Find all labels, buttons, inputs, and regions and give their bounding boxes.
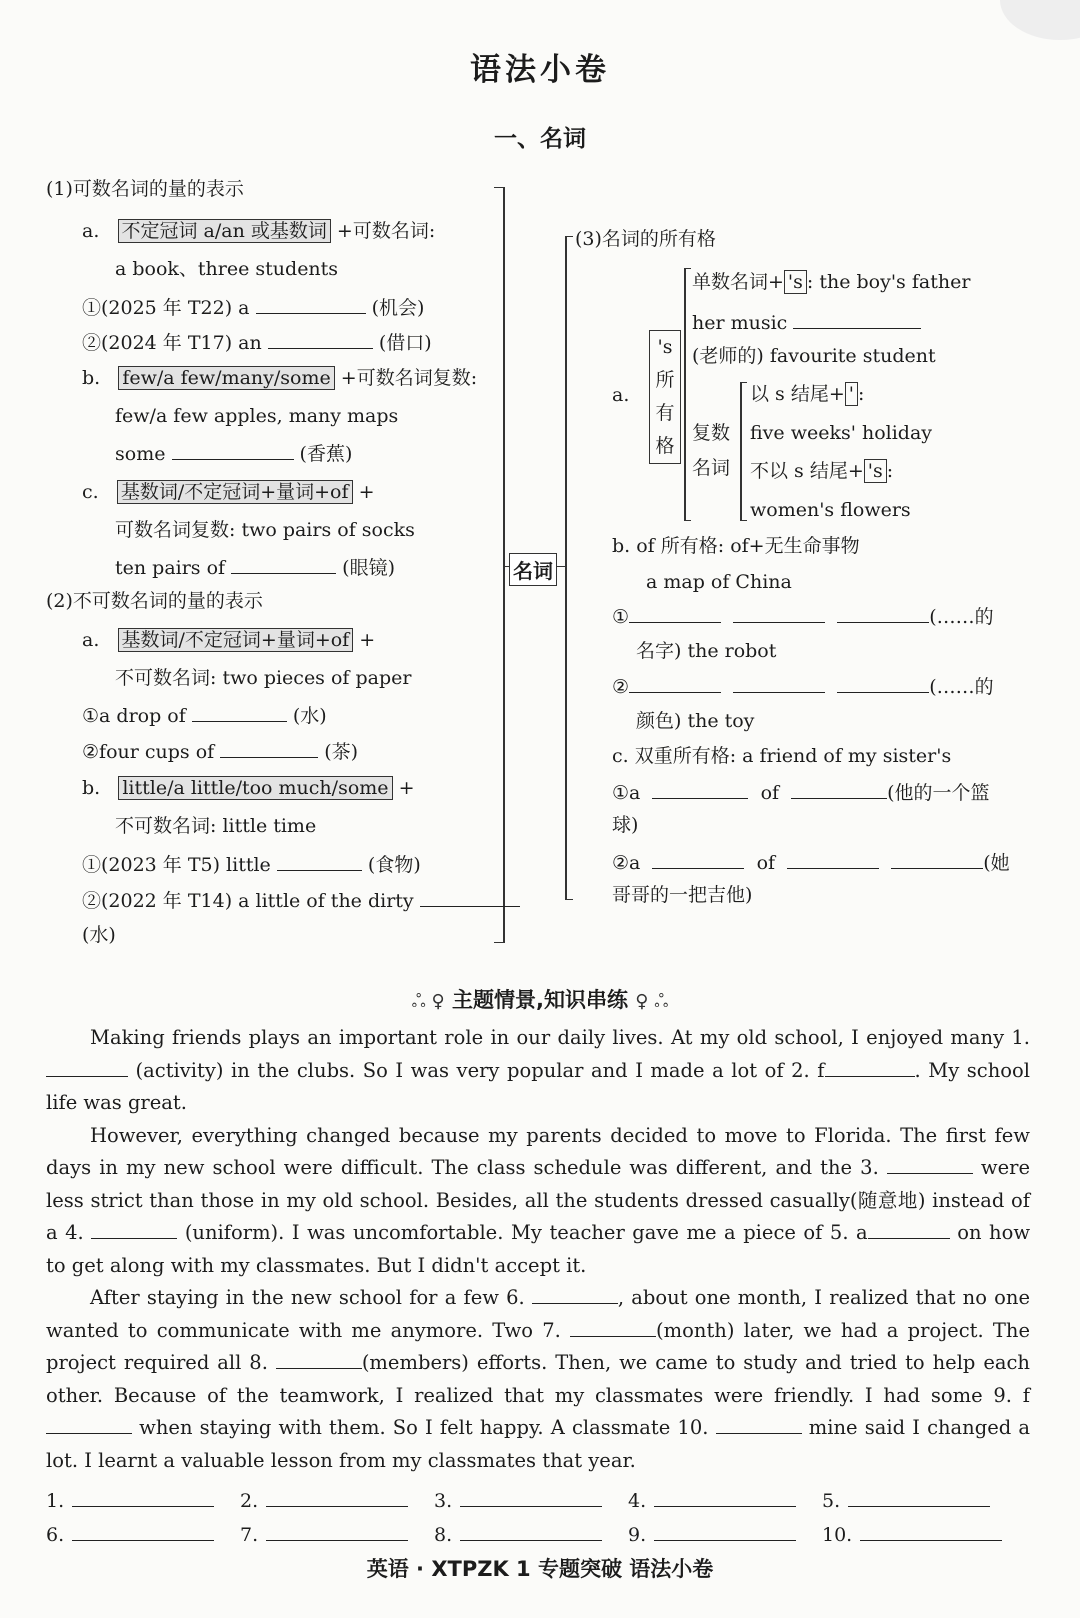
left-question-c: ten pairs of (眼镜) (115, 557, 395, 579)
left-line-b2: 不可数名词: little time (115, 815, 317, 837)
page-footer: 英语 · XTPZK 1 专题突破 语法小卷 (366, 1557, 714, 1581)
answer-line[interactable] (848, 1488, 990, 1507)
answer-blank[interactable] (629, 604, 721, 623)
passage-paragraph-3: After staying in the new school for a few 6. , about one month, I realized that no one wanted to communicate with me anymore. Two 7. (month) later, we had a project. The project required all 8. (members) efforts. Then, we came to study and tried to help each other. Because of the teamwork, I realized that my classmates were friendly. I had some 9. f when staying with them. So I felt happy. A classmate 10. mine said I changed a lot. I learnt a valuable lesson from my classmates that year. (46, 1286, 1031, 1472)
answer-blank[interactable] (256, 295, 366, 314)
decoration-icon: ஃ ♀ (411, 991, 445, 1012)
answer-9: 9. (628, 1522, 796, 1547)
left-question-a2-1: ①a drop of (水) (82, 705, 327, 727)
right-singular-rule: 单数名词+ 's : the boy's father (692, 271, 971, 293)
right-heading-3: (3)名词的所有格 (575, 228, 716, 250)
answer-blank[interactable] (277, 852, 362, 871)
answer-5: 5. (822, 1488, 990, 1513)
apostrophe-box: ' (845, 382, 858, 406)
answer-10: 10. (822, 1522, 1002, 1547)
apostrophe-box: 's (864, 459, 887, 483)
answer-7: 7. (240, 1522, 408, 1547)
right-question-b1: ① (……的 (612, 606, 994, 628)
answer-blank[interactable] (652, 780, 748, 799)
answer-6: 6. (46, 1522, 214, 1547)
answer-line[interactable] (266, 1522, 408, 1541)
decoration-icon: ♀ ஃ (635, 991, 669, 1012)
answer-blank[interactable] (787, 850, 879, 869)
left-question-2: ②(2024 年 T17) an (借口) (82, 332, 432, 354)
answer-2: 2. (240, 1488, 408, 1513)
right-bracket-bottom (565, 899, 573, 900)
right-example-b: a map of China (646, 571, 792, 593)
answer-blank[interactable] (231, 555, 336, 574)
center-connector-right (556, 566, 565, 567)
left-item-a: a. 不定冠词 a/an 或基数词 +可数名词: (82, 220, 436, 242)
right-singular-q2: (老师的) favourite student (692, 345, 936, 367)
right-question-b2-cont: 颜色) the toy (636, 710, 755, 732)
left-example-a: a book、three students (115, 258, 339, 280)
answer-blank[interactable] (791, 780, 887, 799)
right-item-c: c. 双重所有格: a friend of my sister's (612, 745, 952, 767)
rule-box-b: few/a few/many/some (118, 366, 334, 390)
apostrophe-s-bracket-bottom (684, 520, 691, 521)
rule-box-c: 基数词/不定冠词+量词+of (117, 480, 353, 504)
answer-blank[interactable] (268, 330, 373, 349)
answer-blank[interactable] (716, 1415, 802, 1434)
apostrophe-s-bracket (684, 268, 686, 521)
left-heading-1: (1)可数名词的量的表示 (46, 178, 244, 200)
left-item-c: c. 基数词/不定冠词+量词+of + (82, 481, 375, 503)
passage-paragraph-1: Making friends plays an important role in our daily lives. At my old school, I enjoyed many 1. (activity) in the clubs. So I was very popular and I made a lot of 2. f . My school life was great. (46, 1026, 1030, 1114)
left-bracket-line (503, 187, 505, 943)
answer-line[interactable] (460, 1522, 602, 1541)
left-hint-b2-2: (水) (82, 924, 116, 946)
left-line-a2: 不可数名词: two pieces of paper (115, 667, 412, 689)
answer-blank[interactable] (91, 1220, 177, 1239)
answer-line[interactable] (460, 1488, 602, 1507)
section-title: 一、名词 (494, 126, 586, 152)
plural-rule-no-s: 不以 s 结尾+ 's : (750, 460, 894, 482)
right-question-b2: ② (……的 (612, 676, 994, 698)
answer-line[interactable] (654, 1488, 796, 1507)
left-item-b: b. few/a few/many/some +可数名词复数: (82, 367, 478, 389)
left-question-b2-2: ②(2022 年 T14) a little of the dirty (82, 888, 520, 913)
answer-blank[interactable] (837, 674, 929, 693)
plural-example-no-s: women's flowers (750, 499, 911, 521)
center-label: 名词 (509, 553, 557, 586)
left-example-b: few/a few apples, many maps (115, 405, 399, 427)
answer-line[interactable] (72, 1488, 214, 1507)
answer-blank[interactable] (532, 1285, 618, 1304)
answer-line[interactable] (266, 1488, 408, 1507)
answer-line[interactable] (654, 1522, 796, 1541)
plural-bracket (740, 382, 742, 521)
left-heading-2: (2)不可数名词的量的表示 (46, 590, 263, 612)
answer-blank[interactable] (733, 604, 825, 623)
right-item-a-prefix: a. (612, 384, 630, 406)
answer-blank[interactable] (192, 703, 287, 722)
right-singular-q1: her music (692, 310, 921, 335)
rule-box-a2: 基数词/不定冠词+量词+of (118, 628, 354, 652)
answer-8: 8. (434, 1522, 602, 1547)
apostrophe-s-label: 's 所 有 格 (649, 330, 681, 464)
left-question-b: some (香蕉) (115, 443, 353, 465)
apostrophe-box: 's (784, 270, 807, 294)
right-question-c2-cont: 哥哥的一把吉他) (612, 884, 753, 906)
left-item-a2: a. 基数词/不定冠词+量词+of + (82, 629, 376, 651)
answer-blank[interactable] (276, 1350, 362, 1369)
rule-box-a: 不定冠词 a/an 或基数词 (118, 219, 331, 243)
right-question-c1-cont: 球) (612, 814, 639, 836)
theme-title: 主题情景,知识串练 (452, 988, 628, 1012)
right-item-b: b. of 所有格: of+无生命事物 (612, 535, 860, 557)
passage (46, 1022, 1030, 1477)
answer-line[interactable] (72, 1522, 214, 1541)
left-question-a2-2: ②four cups of (茶) (82, 741, 359, 763)
answer-blank[interactable] (629, 674, 721, 693)
answer-line[interactable] (860, 1522, 1002, 1541)
answer-blank[interactable] (825, 1058, 915, 1077)
left-line-c: 可数名词复数: two pairs of socks (115, 519, 415, 541)
right-question-b1-cont: 名字) the robot (636, 640, 777, 662)
right-bracket-line (565, 236, 567, 900)
plural-example-s: five weeks' holiday (750, 422, 933, 444)
answer-blank[interactable] (837, 604, 929, 623)
apostrophe-s-bracket-top (684, 268, 691, 269)
answer-blank[interactable] (868, 1220, 950, 1239)
plural-label-1: 复数 (692, 422, 731, 444)
plural-label-2: 名词 (692, 457, 731, 479)
plural-bracket-bottom (740, 520, 747, 521)
page-title: 语法小卷 (470, 52, 610, 88)
left-bracket-bottom (494, 942, 504, 943)
answer-blank[interactable] (46, 1415, 132, 1434)
left-item-b2: b. little/a little/too much/some + (82, 777, 415, 799)
answer-blank[interactable] (46, 1058, 128, 1077)
answer-4: 4. (628, 1488, 796, 1513)
answer-blank[interactable] (652, 850, 744, 869)
answer-blank[interactable] (172, 441, 294, 460)
left-bracket-top (494, 187, 504, 188)
answer-3: 3. (434, 1488, 602, 1513)
rule-box-b2: little/a little/too much/some (118, 776, 392, 800)
plural-bracket-top (740, 382, 747, 383)
passage-paragraph-2: However, everything changed because my parents decided to move to Florida. The first few days in my new school were difficult. The class schedule was different, and the 3. were less strict than those in my old school. Besides, all the students dressed casually(随意地) instead of a 4. (uniform). I was uncomfortable. My teacher gave me a piece of 5. a on how to get along with my classmates. But I didn't accept it. (46, 1123, 1031, 1277)
answer-blank[interactable] (220, 739, 318, 758)
plural-rule-s: 以 s 结尾+ ' : (750, 383, 865, 405)
right-question-c1: ①a of (他的一个篮 (612, 782, 990, 804)
left-question-b2-1: ①(2023 年 T5) little (食物) (82, 854, 421, 876)
answer-blank[interactable] (793, 310, 921, 329)
answer-blank[interactable] (570, 1318, 656, 1337)
theme-title-row (0, 988, 1080, 1013)
page-corner (1000, 0, 1080, 40)
answer-1: 1. (46, 1488, 214, 1513)
right-bracket-top (565, 236, 573, 237)
left-question-1: ①(2025 年 T22) a (机会) (82, 297, 425, 319)
answer-blank[interactable] (733, 674, 825, 693)
answer-blank[interactable] (420, 888, 520, 907)
answer-blank[interactable] (887, 1155, 973, 1174)
answer-blank[interactable] (891, 850, 983, 869)
right-question-c2: ②a of (她 (612, 852, 1010, 874)
